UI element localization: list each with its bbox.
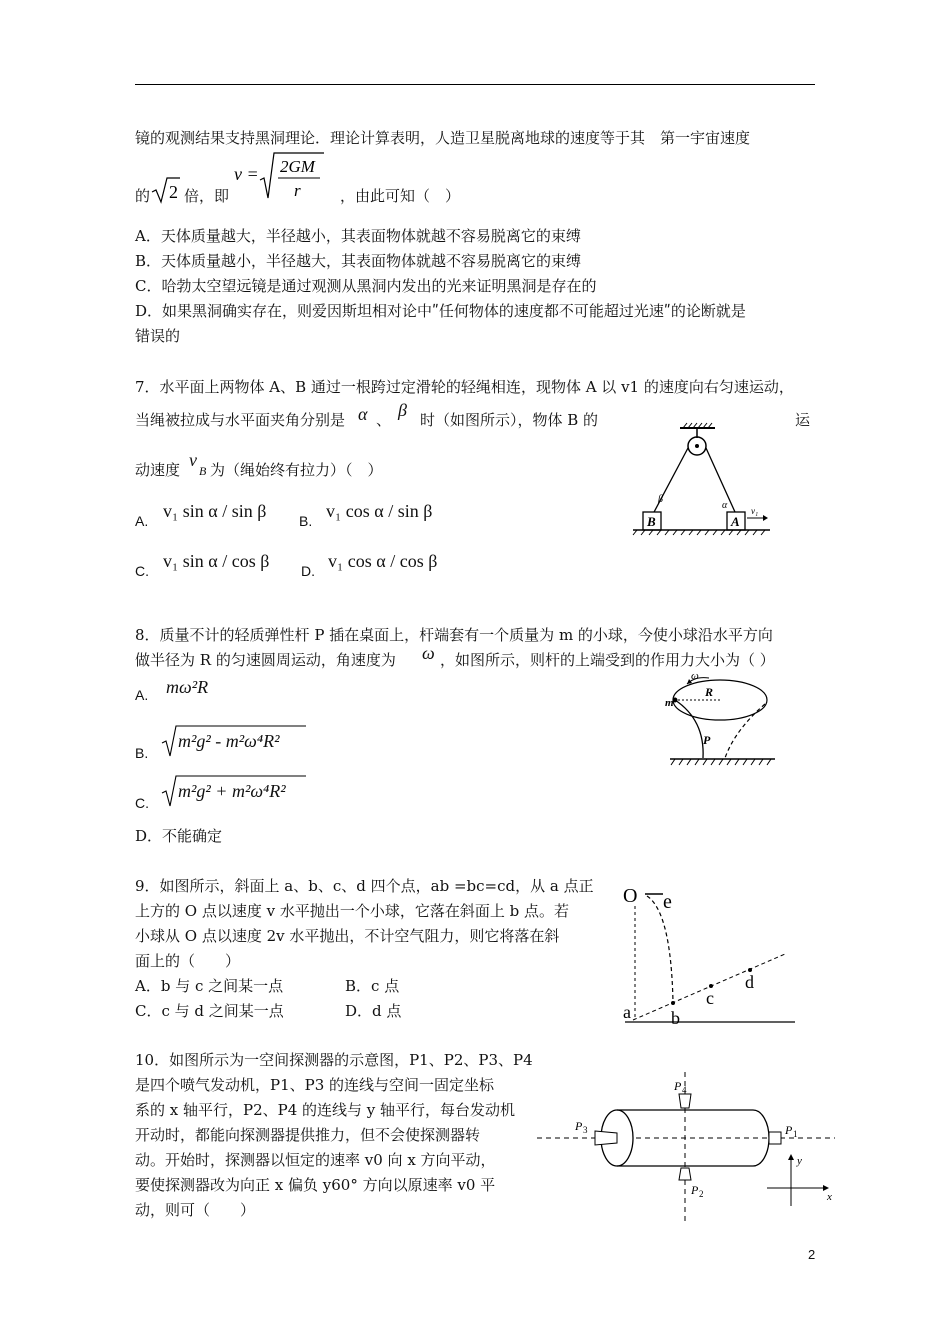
label-v1: v₁ <box>751 506 759 516</box>
q8-line2-b: ，如图所示，则杆的上端受到的作用力大小为（ ） <box>440 651 775 669</box>
q7-option-d-expr: v₁ cos α / cos β <box>328 551 438 571</box>
q10-line2: 是四个喷气发动机，P1、P3 的连线与空间一固定坐标 <box>135 1076 495 1094</box>
q10-line6: 要使探测器改为向正 x 偏负 y60° 方向以原速率 v0 平 <box>135 1176 496 1194</box>
q10-line5: 动。开始时，探测器以恒定的速率 v0 向 x 方向平动， <box>135 1151 496 1169</box>
q10-line4: 开动时，都能向探测器提供推力，但不会使探测器转 <box>135 1126 481 1144</box>
q8-option-b-label: B. <box>135 745 149 761</box>
label-P1-sub: 1 <box>793 1129 798 1139</box>
space-probe-figure <box>535 1060 840 1225</box>
label-e: e <box>663 891 672 913</box>
label-axis-y: y <box>797 1155 802 1167</box>
q6-option-d-line2: 错误的 <box>135 327 181 345</box>
label-P4-sub: 4 <box>682 1085 687 1095</box>
incline-projectile-figure <box>605 872 800 1028</box>
page-number: 2 <box>808 1247 816 1262</box>
label-a-point: a <box>623 1002 631 1022</box>
q9-option-a: A．b 与 c 之间某一点 <box>135 977 284 995</box>
q10-line3: 系的 x 轴平行，P2、P4 的连线与 y 轴平行，每台发动机 <box>135 1101 516 1119</box>
q6-line2-a: 的 <box>135 187 151 205</box>
label-axis-x: x <box>827 1191 832 1203</box>
q6-line2-c: ，由此可知（ ） <box>340 187 461 205</box>
q8-option-c-expr: m²g² + m²ω⁴R² <box>178 781 286 801</box>
sqrt2-formula <box>150 176 182 206</box>
q10-line7: 动，则可（ ） <box>135 1201 256 1219</box>
label-P: P <box>703 733 711 747</box>
label-omega: ω <box>691 670 699 682</box>
spring-rod-figure <box>665 670 780 772</box>
q8-option-b-expr: m²g² - m²ω⁴R² <box>178 731 280 751</box>
q6-option-b: B．天体质量越小，半径越大，其表面物体就越不容易脱离它的束缚 <box>135 252 582 270</box>
q8-option-a-expr: mω²R <box>166 677 209 697</box>
formula-v: v = <box>234 164 259 184</box>
q9-line2: 上方的 O 点以速度 v 水平抛出一个小球，它落在斜面上 b 点。若 <box>135 902 569 920</box>
q7-option-b-expr: v₁ cos α / sin β <box>326 501 433 521</box>
pulley-figure <box>625 422 775 538</box>
sqrt2-value: 2 <box>169 182 178 202</box>
q9-option-b: B．c 点 <box>345 977 400 995</box>
label-c-point: c <box>706 988 714 1008</box>
q7-beta: β <box>398 400 407 420</box>
formula-num: 2GM <box>280 157 315 176</box>
q7-line1: 7．水平面上两物体 A、B 通过一根跨过定滑轮的轻绳相连，现物体 A 以 v1 的速度向右匀速运动， <box>135 378 794 396</box>
label-O: O <box>623 885 638 907</box>
escape-velocity-formula <box>232 150 327 208</box>
q6-line1: 镜的观测结果支持黑洞理论．理论计算表明，人造卫星脱离地球的速度等于其 第一宇宙速度 <box>135 129 751 147</box>
q7-sep: 、 <box>376 411 392 429</box>
q7-line2-b: 时（如图所示），物体 B 的 <box>420 411 599 429</box>
q9-option-c: C．c 与 d 之间某一点 <box>135 1002 284 1020</box>
header-rule <box>135 84 815 85</box>
q9-line4: 面上的（ ） <box>135 952 241 970</box>
q7-option-a-label: A. <box>135 513 149 529</box>
q10-line1: 10．如图所示为一空间探测器的示意图，P1、P2、P3、P4 <box>135 1051 533 1069</box>
q6-option-a: A．天体质量越大，半径越小，其表面物体就越不容易脱离它的束缚 <box>135 227 581 245</box>
q7-line3-a: 动速度 <box>135 461 181 479</box>
q7-vB-sub: B <box>199 464 207 478</box>
q7-line3-b: 为（绳始终有拉力）（ ） <box>210 461 383 479</box>
q6-line2-b: 倍，即 <box>184 187 230 205</box>
q9-line1: 9．如图所示，斜面上 a、b、c、d 四个点，ab =bc=cd，从 a 点正 <box>135 877 594 895</box>
q7-option-a-expr: v₁ sin α / sin β <box>163 501 267 521</box>
q8-option-c-label: C. <box>135 795 149 811</box>
q7-line2-a: 当绳被拉成与水平面夹角分别是 <box>135 411 346 429</box>
label-a: A <box>731 514 740 529</box>
label-alpha: α <box>722 500 728 511</box>
label-P4: P <box>674 1079 682 1093</box>
label-P2-sub: 2 <box>699 1189 704 1199</box>
q7-option-d-label: D. <box>301 563 315 579</box>
label-P2: P <box>691 1183 699 1197</box>
label-d-point: d <box>745 972 754 992</box>
q7-vB: v <box>189 450 197 470</box>
q7-option-c-label: C. <box>135 563 149 579</box>
label-beta: β <box>658 494 663 505</box>
q8-omega: ω <box>422 643 435 663</box>
q8-line1: 8．质量不计的轻质弹性杆 P 插在桌面上，杆端套有一个质量为 m 的小球，今使小球沿水平方向 <box>135 626 773 644</box>
label-b-point: b <box>671 1008 680 1028</box>
q9-option-d: D．d 点 <box>345 1002 402 1020</box>
q9-line3: 小球从 O 点以速度 2v 水平抛出，不计空气阻力，则它将落在斜 <box>135 927 560 945</box>
q7-option-b-label: B. <box>299 513 313 529</box>
q8-option-d: D．不能确定 <box>135 827 223 845</box>
formula-den: r <box>294 181 301 200</box>
q7-line2-c: 运 <box>795 411 811 429</box>
q7-option-c-expr: v₁ sin α / cos β <box>163 551 270 571</box>
label-m: m <box>665 697 674 709</box>
label-P3-sub: 3 <box>583 1125 588 1135</box>
q6-option-d-line1: D．如果黑洞确实存在，则爱因斯坦相对论中ʺ任何物体的速度都不可能超过光速ʺ的论断就是 <box>135 302 746 320</box>
label-R: R <box>705 685 714 699</box>
q8-option-a-label: A. <box>135 687 149 703</box>
label-b: B <box>647 514 656 529</box>
q6-option-c: C．哈勃太空望远镜是通过观测从黑洞内发出的光来证明黑洞是存在的 <box>135 277 597 295</box>
label-P3: P <box>575 1119 583 1133</box>
q7-alpha: α <box>358 404 368 424</box>
label-P1: P <box>785 1123 793 1137</box>
q8-line2-a: 做半径为 R 的匀速圆周运动，角速度为 <box>135 651 396 669</box>
